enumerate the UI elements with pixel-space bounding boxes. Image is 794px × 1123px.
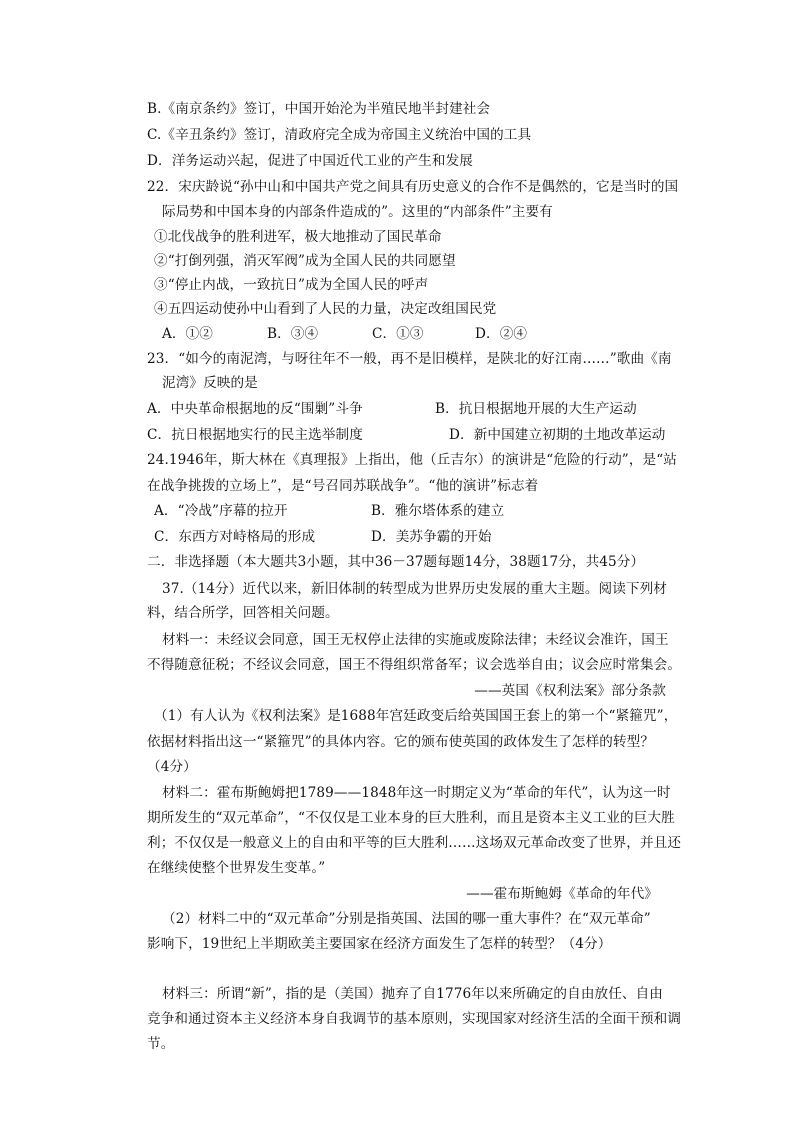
q22-stem-line1: 22．宋庆龄说“孙中山和中国共产党之间具有历史意义的合作不是偶然的，它是当时的国 — [147, 179, 679, 195]
question-1-line3: （4分） — [147, 759, 197, 775]
q23-option-a: A．中央革命根据地的反“围剿”斗争 — [147, 401, 363, 417]
q24-option-d: D．美苏争霸的开始 — [371, 529, 492, 545]
q23-option-b: B．抗日根据地开展的大生产运动 — [435, 401, 637, 417]
q24-option-a: A．“冷战”序幕的拉开 — [154, 503, 288, 519]
material-1-line1: 材料一：未经议会同意，国王无权停止法律的实施或废除法律；未经议会准许，国王 — [162, 632, 669, 648]
q23-option-d: D．新中国建立初期的土地改革运动 — [449, 427, 666, 443]
q22-item-1: ①北伐战争的胜利进军，极大地推动了国民革命 — [154, 229, 442, 245]
question-2-line2: 影响下，19世纪上半期欧美主要国家在经济方面发生了怎样的转型？（4分） — [147, 936, 612, 952]
q23-option-c: C．抗日根据地实行的民主选举制度 — [147, 427, 363, 443]
q21-option-d: D．洋务运动兴起，促进了中国近代工业的产生和发展 — [147, 153, 473, 169]
q22-option-d: D．②④ — [475, 326, 528, 342]
material-2-line3: 利；不仅仅是一般意义上的自由和平等的巨大胜利……这场双元革命改变了世界，并且还 — [147, 835, 682, 851]
q24-stem-line2: 在战争挑拨的立场上”，是“号召同苏联战争”。“他的演讲”标志着 — [147, 478, 539, 494]
q22-item-2: ②“打倒列强，消灭军阀”成为全国人民的共同愿望 — [154, 253, 456, 269]
q24-stem-line1: 24.1946年，斯大林在《真理报》上指出，他（丘吉尔）的演讲是“危险的行动”，是“站 — [147, 452, 677, 468]
q22-option-b: B．③④ — [267, 326, 319, 342]
q23-stem-line2: 泥湾》反映的是 — [162, 375, 258, 391]
q21-option-b: B.《南京条约》签订，中国开始沦为半殖民地半封建社会 — [147, 101, 491, 117]
material-2-line4: 在继续使整个世界发生变革。” — [147, 860, 326, 876]
material-2-line2: 期所发生的“双元革命”，“不仅仅是工业本身的巨大胜利，而且是资本主义工业的巨大胜 — [147, 810, 675, 826]
question-1-line2: 依据材料指出这一“紧箍咒”的具体内容。它的颁布使英国的政体发生了怎样的转型？ — [147, 734, 655, 750]
material-1-source: ——英国《权利法案》部分条款 — [474, 683, 666, 699]
q21-option-c: C.《辛丑条约》签订，清政府完全成为帝国主义统治中国的工具 — [147, 127, 532, 143]
question-1-line1: （1）有人认为《权利法案》是1688年宫廷政变后给英国国王套上的第一个“紧箍咒”， — [154, 708, 678, 724]
q37-intro-line1: 37.（14分）近代以来，新旧体制的转型成为世界历史发展的重大主题。阅读下列材 — [162, 581, 668, 597]
q24-option-b: B．雅尔塔体系的建立 — [371, 503, 505, 519]
material-3-line1: 材料三：所谓“新”，指的是（美国）抛弃了自1776年以来所确定的自由放任、自由 — [162, 986, 663, 1002]
material-3-line3: 节。 — [147, 1036, 175, 1052]
material-1-line2: 不得随意征税；不经议会同意，国王不得组织常备军；议会选举自由；议会应时常集会。 — [147, 657, 682, 673]
q22-stem-line2: 际局势和中国本身的内部条件造成的”。这里的“内部条件”主要有 — [162, 204, 553, 220]
material-3-line2: 竞争和通过资本主义经济本身自我调节的基本原则，实现国家对经济生活的全面干预和调 — [147, 1011, 682, 1027]
q23-stem-line1: 23．“如今的南泥湾，与呀往年不一般，再不是旧模样，是陕北的好江南……”歌曲《南 — [147, 351, 672, 367]
q37-intro-line2: 料，结合所学，回答相关问题。 — [147, 605, 339, 621]
question-2-line1: （2）材料二中的“双元革命”分别是指英国、法国的哪一重大事件？在“双元革命” — [162, 911, 651, 927]
material-2-source: ——霍布斯鲍姆《革命的年代》 — [466, 886, 658, 902]
section-2-header: 二．非选择题（本大题共3小题，其中36－37题每题14分，38题17分，共45分） — [147, 554, 645, 570]
material-2-line1: 材料二：霍布斯鲍姆把1789——1848年这一时期定义为“革命的年代”，认为这一时 — [162, 785, 671, 801]
q22-item-3: ③“停止内战，一致抗日”成为全国人民的呼声 — [154, 277, 429, 293]
q22-option-c: C．①③ — [372, 326, 424, 342]
q24-option-c: C．东西方对峙格局的形成 — [154, 529, 316, 545]
q22-option-a: A．①② — [162, 326, 213, 342]
q22-item-4: ④五四运动使孙中山看到了人民的力量，决定改组国民党 — [154, 301, 497, 317]
